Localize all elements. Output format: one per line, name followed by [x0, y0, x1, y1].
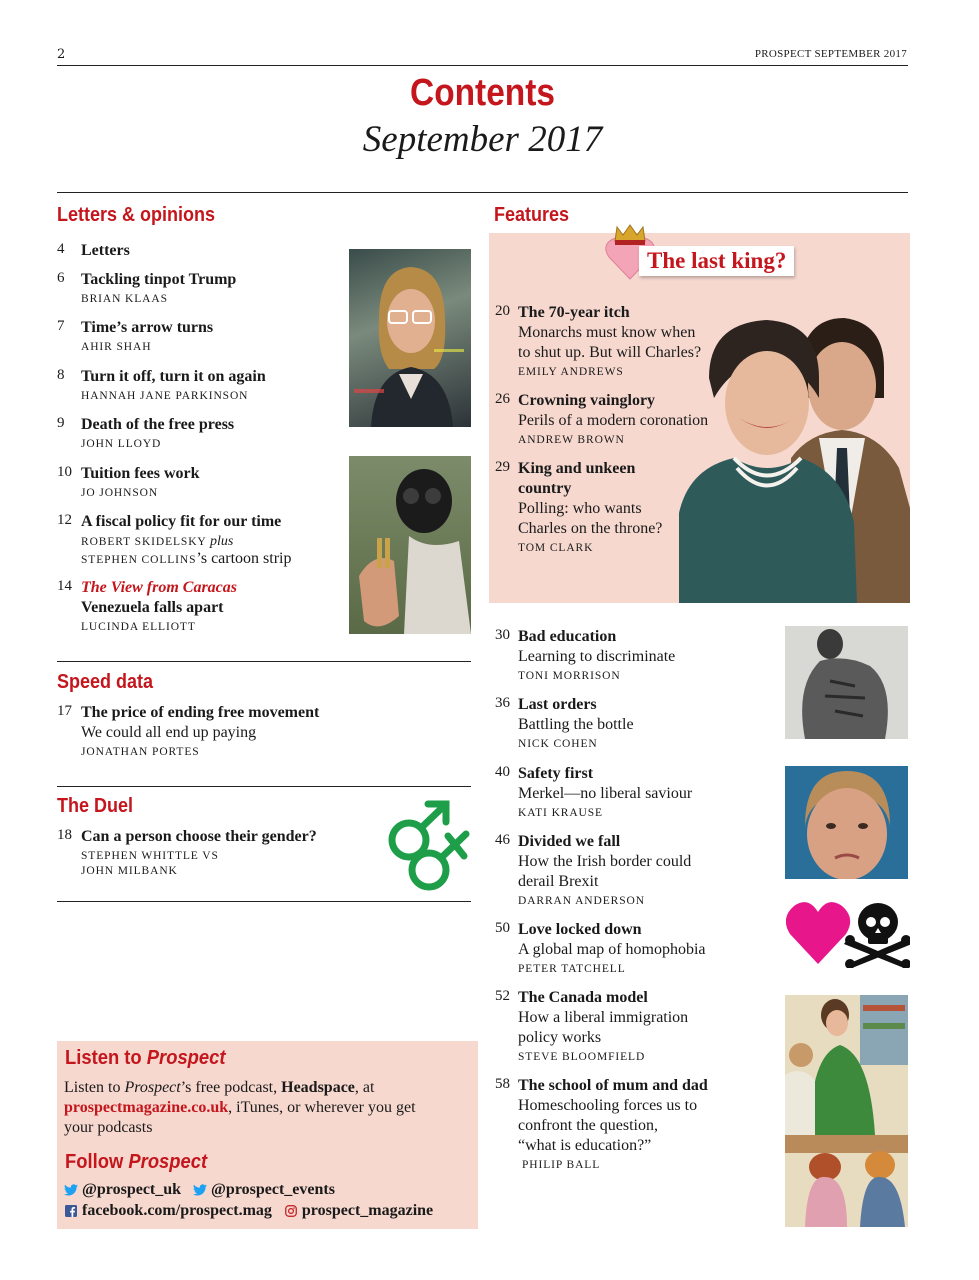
sculpture-photo	[785, 626, 908, 739]
entry-page: 50	[495, 920, 510, 936]
entry-title: Bad education	[518, 628, 617, 645]
toc-entry[interactable]	[57, 464, 337, 501]
listen-text: , iTunes, or wherever you get	[228, 1099, 416, 1116]
entry-description: Homeschooling forces us to	[518, 1097, 698, 1114]
toc-entry[interactable]	[57, 578, 337, 635]
toc-entry[interactable]	[495, 920, 775, 977]
entry-description: How the Irish border could	[518, 853, 692, 870]
entry-page: 30	[495, 627, 510, 643]
toc-entry[interactable]	[57, 241, 337, 261]
entry-page: 36	[495, 695, 510, 711]
listen-follow-box	[57, 1041, 478, 1229]
portrait-photo	[349, 249, 471, 427]
entry-author: EMILY ANDREWS	[518, 366, 624, 378]
entry-title: Can a person choose their gender?	[81, 828, 317, 845]
facebook-link[interactable]: facebook.com/prospect.mag	[82, 1202, 272, 1219]
entry-title: The Canada model	[518, 989, 648, 1006]
merkel-photo	[785, 766, 908, 879]
entry-page: 9	[57, 415, 65, 431]
sculpture-illustration	[785, 626, 908, 739]
entry-description: confront the question,	[518, 1117, 658, 1134]
toc-entry[interactable]	[495, 695, 775, 752]
toc-entry[interactable]	[495, 391, 735, 448]
entry-author: TOM CLARK	[518, 542, 594, 554]
follow-heading-brand: Prospect	[128, 1151, 208, 1173]
title-rule	[57, 192, 908, 193]
follow-heading	[65, 1151, 207, 1174]
entry-page: 40	[495, 764, 510, 780]
listen-heading	[65, 1047, 226, 1070]
entry-page: 14	[57, 578, 72, 594]
entry-description: derail Brexit	[518, 873, 599, 890]
page-number: 2	[57, 47, 66, 62]
toc-entry[interactable]	[495, 832, 775, 909]
gender-symbols-icon	[384, 798, 476, 894]
entry-title: Safety first	[518, 765, 594, 782]
entry-author: LUCINDA ELLIOTT	[81, 621, 196, 633]
entry-page: 6	[57, 270, 65, 286]
entry-author: HANNAH JANE PARKINSON	[81, 390, 249, 402]
listen-paragraph	[64, 1078, 474, 1138]
entry-author: STEPHEN WHITTLE VS	[81, 850, 219, 862]
listen-heading-text: Listen to	[65, 1047, 147, 1069]
entry-title: Crowning vainglory	[518, 392, 656, 409]
entry-page: 52	[495, 988, 510, 1004]
page-title: Contents	[410, 72, 555, 114]
section-heading-letters: Letters & opinions	[57, 204, 216, 226]
entry-title: Death of the free press	[81, 416, 235, 433]
heart-skull-icon	[786, 898, 910, 968]
entry-author: TONI MORRISON	[518, 670, 621, 682]
entry-author: PHILIP BALL	[522, 1159, 601, 1171]
entry-title: Letters	[81, 242, 130, 259]
section-heading-speed-data: Speed data	[57, 671, 154, 693]
section-heading-features: Features	[494, 204, 570, 226]
toc-entry[interactable]	[495, 303, 735, 380]
entry-title: King and unkeen	[518, 460, 636, 477]
section-rule	[57, 786, 471, 787]
facebook-icon	[64, 1205, 78, 1217]
entry-title: The school of mum and dad	[518, 1077, 708, 1094]
entry-description: Battling the bottle	[518, 716, 634, 733]
entry-title: Last orders	[518, 696, 597, 713]
protest-photo	[349, 456, 471, 634]
toc-entry[interactable]	[57, 512, 347, 569]
classroom-illustration	[785, 995, 908, 1227]
entry-author: KATI KRAUSE	[518, 807, 603, 819]
entry-title: Time’s arrow turns	[81, 319, 214, 336]
entry-author	[81, 534, 347, 550]
entry-author: BRIAN KLAAS	[81, 293, 168, 305]
entry-author: ANDREW BROWN	[518, 434, 625, 446]
entry-author: NICK COHEN	[518, 738, 598, 750]
entry-author: JOHN LLOYD	[81, 438, 162, 450]
listen-text: , at	[354, 1079, 375, 1096]
issue-date: September 2017	[362, 119, 603, 160]
twitter-links	[64, 1181, 335, 1199]
toc-entry[interactable]	[57, 703, 387, 760]
section-rule	[57, 661, 471, 662]
entry-page: 7	[57, 318, 65, 334]
entry-title: country	[518, 480, 572, 497]
entry-author: JO JOHNSON	[81, 487, 159, 499]
twitter-handle-events[interactable]: @prospect_events	[211, 1181, 335, 1198]
entry-page: 46	[495, 832, 510, 848]
follow-heading-text: Follow	[65, 1151, 129, 1173]
facebook-instagram-links	[64, 1202, 433, 1220]
entry-title: Venezuela falls apart	[81, 599, 224, 616]
extra-text: ’s cartoon strip	[196, 550, 292, 567]
entry-kicker: The View from Caracas	[81, 579, 238, 596]
entry-author: JONATHAN PORTES	[81, 746, 200, 758]
entry-description: We could all end up paying	[81, 724, 257, 741]
toc-entry[interactable]	[495, 627, 775, 684]
entry-description: Merkel—no liberal saviour	[518, 785, 693, 802]
entry-title: Love locked down	[518, 921, 642, 938]
listen-text: your podcasts	[64, 1119, 153, 1136]
toc-entry[interactable]	[57, 415, 337, 452]
toc-entry[interactable]	[495, 988, 775, 1065]
listen-text: ’s free podcast,	[180, 1079, 282, 1096]
listen-text: Listen to	[64, 1079, 125, 1096]
entry-page: 29	[495, 459, 510, 475]
entry-title: Turn it off, turn it on again	[81, 368, 266, 385]
entry-description: A global map of homophobia	[518, 941, 706, 958]
toc-entry[interactable]	[57, 367, 337, 404]
twitter-icon	[64, 1184, 78, 1196]
entry-title: Divided we fall	[518, 833, 621, 850]
entry-description: to shut up. But will Charles?	[518, 344, 702, 361]
entry-description: Charles on the throne?	[518, 520, 663, 537]
website-link[interactable]: prospectmagazine.co.uk	[64, 1099, 229, 1116]
section-rule	[57, 901, 471, 902]
entry-description: Monarchs must know when	[518, 324, 696, 341]
toc-entry[interactable]	[57, 827, 357, 879]
entry-title: The 70-year itch	[518, 304, 630, 321]
entry-page: 18	[57, 827, 72, 843]
author-name: STEPHEN COLLINS	[81, 554, 197, 566]
entry-page: 4	[57, 241, 65, 257]
protest-illustration	[349, 456, 471, 634]
entry-author: PETER TATCHELL	[518, 963, 626, 975]
entry-description: Perils of a modern coronation	[518, 412, 709, 429]
entry-page: 26	[495, 391, 510, 407]
listen-brand: Prospect	[124, 1079, 181, 1096]
author-name: ROBERT SKIDELSKY	[81, 536, 207, 548]
entry-page: 10	[57, 464, 72, 480]
portrait-illustration	[349, 249, 471, 427]
entry-author: AHIR SHAH	[81, 341, 152, 353]
entry-description: “what is education?”	[518, 1137, 652, 1154]
toc-entry[interactable]	[57, 270, 337, 307]
entry-page: 8	[57, 367, 65, 383]
entry-description: Polling: who wants	[518, 500, 642, 517]
running-head: PROSPECT SEPTEMBER 2017	[754, 48, 907, 60]
entry-title: Tuition fees work	[81, 465, 200, 482]
entry-title: Tackling tinpot Trump	[81, 271, 237, 288]
last-king-banner: The last king?	[639, 246, 794, 276]
entry-description: How a liberal immigration	[518, 1009, 689, 1026]
classroom-drawing	[785, 995, 908, 1227]
listen-heading-brand: Prospect	[146, 1047, 226, 1069]
entry-extra	[81, 550, 347, 569]
entry-page: 17	[57, 703, 72, 719]
instagram-icon	[284, 1205, 298, 1217]
entry-description: Learning to discriminate	[518, 648, 676, 665]
entry-title: The price of ending free movement	[81, 704, 320, 721]
features-box	[489, 233, 910, 603]
entry-author: DARRAN ANDERSON	[518, 895, 645, 907]
entry-page: 12	[57, 512, 72, 528]
toc-entry[interactable]	[495, 459, 735, 556]
entry-author: JOHN MILBANK	[81, 865, 178, 877]
section-heading-the-duel: The Duel	[57, 795, 134, 817]
entry-description: policy works	[518, 1029, 602, 1046]
twitter-handle-uk[interactable]: @prospect_uk	[82, 1181, 182, 1198]
toc-entry[interactable]	[57, 318, 337, 355]
entry-page: 58	[495, 1076, 510, 1092]
toc-entry[interactable]	[495, 1076, 775, 1173]
podcast-name: Headspace	[281, 1079, 355, 1096]
entry-title: A fiscal policy fit for our time	[81, 513, 282, 530]
entry-page: 20	[495, 303, 510, 319]
instagram-handle[interactable]: prospect_magazine	[301, 1202, 434, 1219]
entry-author: STEVE BLOOMFIELD	[518, 1051, 646, 1063]
merkel-illustration	[785, 766, 908, 879]
twitter-icon	[193, 1184, 207, 1196]
plus-label: plus	[210, 534, 234, 549]
toc-entry[interactable]	[495, 764, 775, 821]
top-rule	[57, 65, 908, 66]
